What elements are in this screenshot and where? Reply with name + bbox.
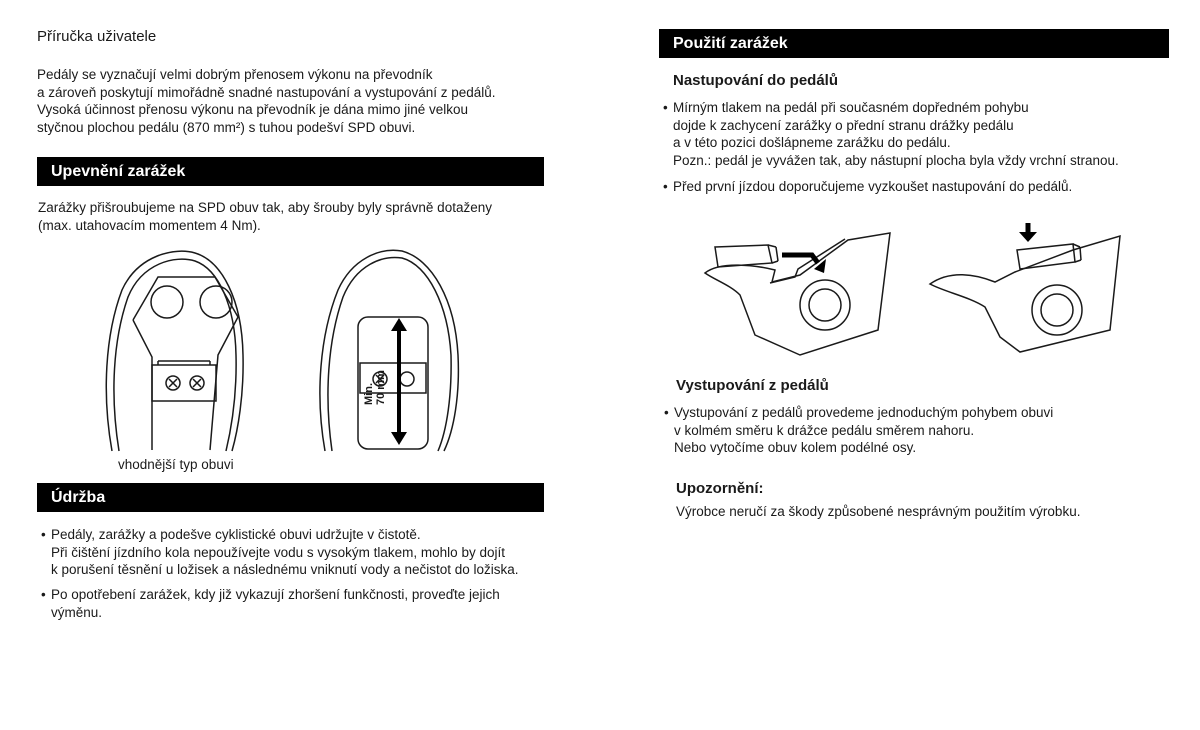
measure-label: Min. 70 mm — [363, 370, 387, 405]
bullet-icon: • — [41, 587, 46, 602]
exit-subheading: Vystupování z pedálů — [676, 377, 829, 394]
cleat-mounting-text: Zarážky přišroubujeme na SPD obuv tak, aby šrouby byly správně dotaženy (max. utahovacím momentem 4 Nm). — [38, 200, 492, 233]
shoe-sole-icon — [100, 245, 260, 455]
intro-paragraph: Pedály se vyznačují velmi dobrým přenosem výkonu na převodník a zároveň poskytují mimořádně snadné nastupování a vystupování z pedálů. Vysoká účinnost přenosu výkonu na převodník je dána mimo jiné velkou styčnou plochou pedálu (870 mm²) s tuhou podešví SPD obuvi. — [37, 67, 496, 135]
pedal-entry-icon — [700, 225, 900, 360]
shoe-caption: vhodnější typ obuvi — [118, 457, 234, 472]
bullet-icon: • — [663, 100, 668, 115]
maintenance-bullet-2: • Po opotřebení zarážek, kdy již vykazují zhoršení funkčnosti, proveďte jejich výměnu. — [41, 587, 500, 620]
maintenance-bullet-1: • Pedály, zarážky a podešve cyklistické obuvi udržujte v čistotě. Při čištění jízdního kola nepoužívejte vodu s vysokým tlakem, mohlo by dojít k porušení těsnění u ložisek a následnému vniknutí vody a nečistot do ložiska. — [41, 527, 519, 577]
section-bar-cleat-usage: Použití zarážek — [659, 29, 1169, 58]
shoe-sole-measure-icon — [310, 245, 470, 455]
warning-text: Výrobce neručí za škody způsobené nesprávným použitím výrobku. — [676, 504, 1081, 519]
bullet-icon: • — [663, 179, 668, 194]
page-title: Příručka uživatele — [37, 28, 157, 45]
section-bar-cleat-mounting: Upevnění zarážek — [37, 157, 544, 186]
entry-subheading: Nastupování do pedálů — [673, 72, 839, 89]
entry-bullet-2: • Před první jízdou doporučujeme vyzkoušet nastupování do pedálů. — [663, 179, 1073, 194]
bullet-icon: • — [41, 527, 46, 542]
section-bar-maintenance: Údržba — [37, 483, 544, 512]
entry-bullet-1: • Mírným tlakem na pedál při současném dopředném pohybu dojde k zachycení zarážky o přední stranu drážky pedálu a v této pozici došlápneme zarážku do pedálu. Pozn.: pedál je vyvážen tak, aby nástupní plocha byla vždy vrchní stranou. — [663, 100, 1119, 168]
bullet-icon: • — [664, 405, 669, 420]
warning-subheading: Upozornění: — [676, 480, 764, 497]
exit-bullet-1: • Vystupování z pedálů provedeme jednoduchým pohybem obuvi v kolmém směru k drážce pedálu směrem nahoru. Nebo vytočíme obuv kolem podélné osy. — [664, 405, 1054, 455]
pedal-press-icon — [925, 222, 1130, 357]
